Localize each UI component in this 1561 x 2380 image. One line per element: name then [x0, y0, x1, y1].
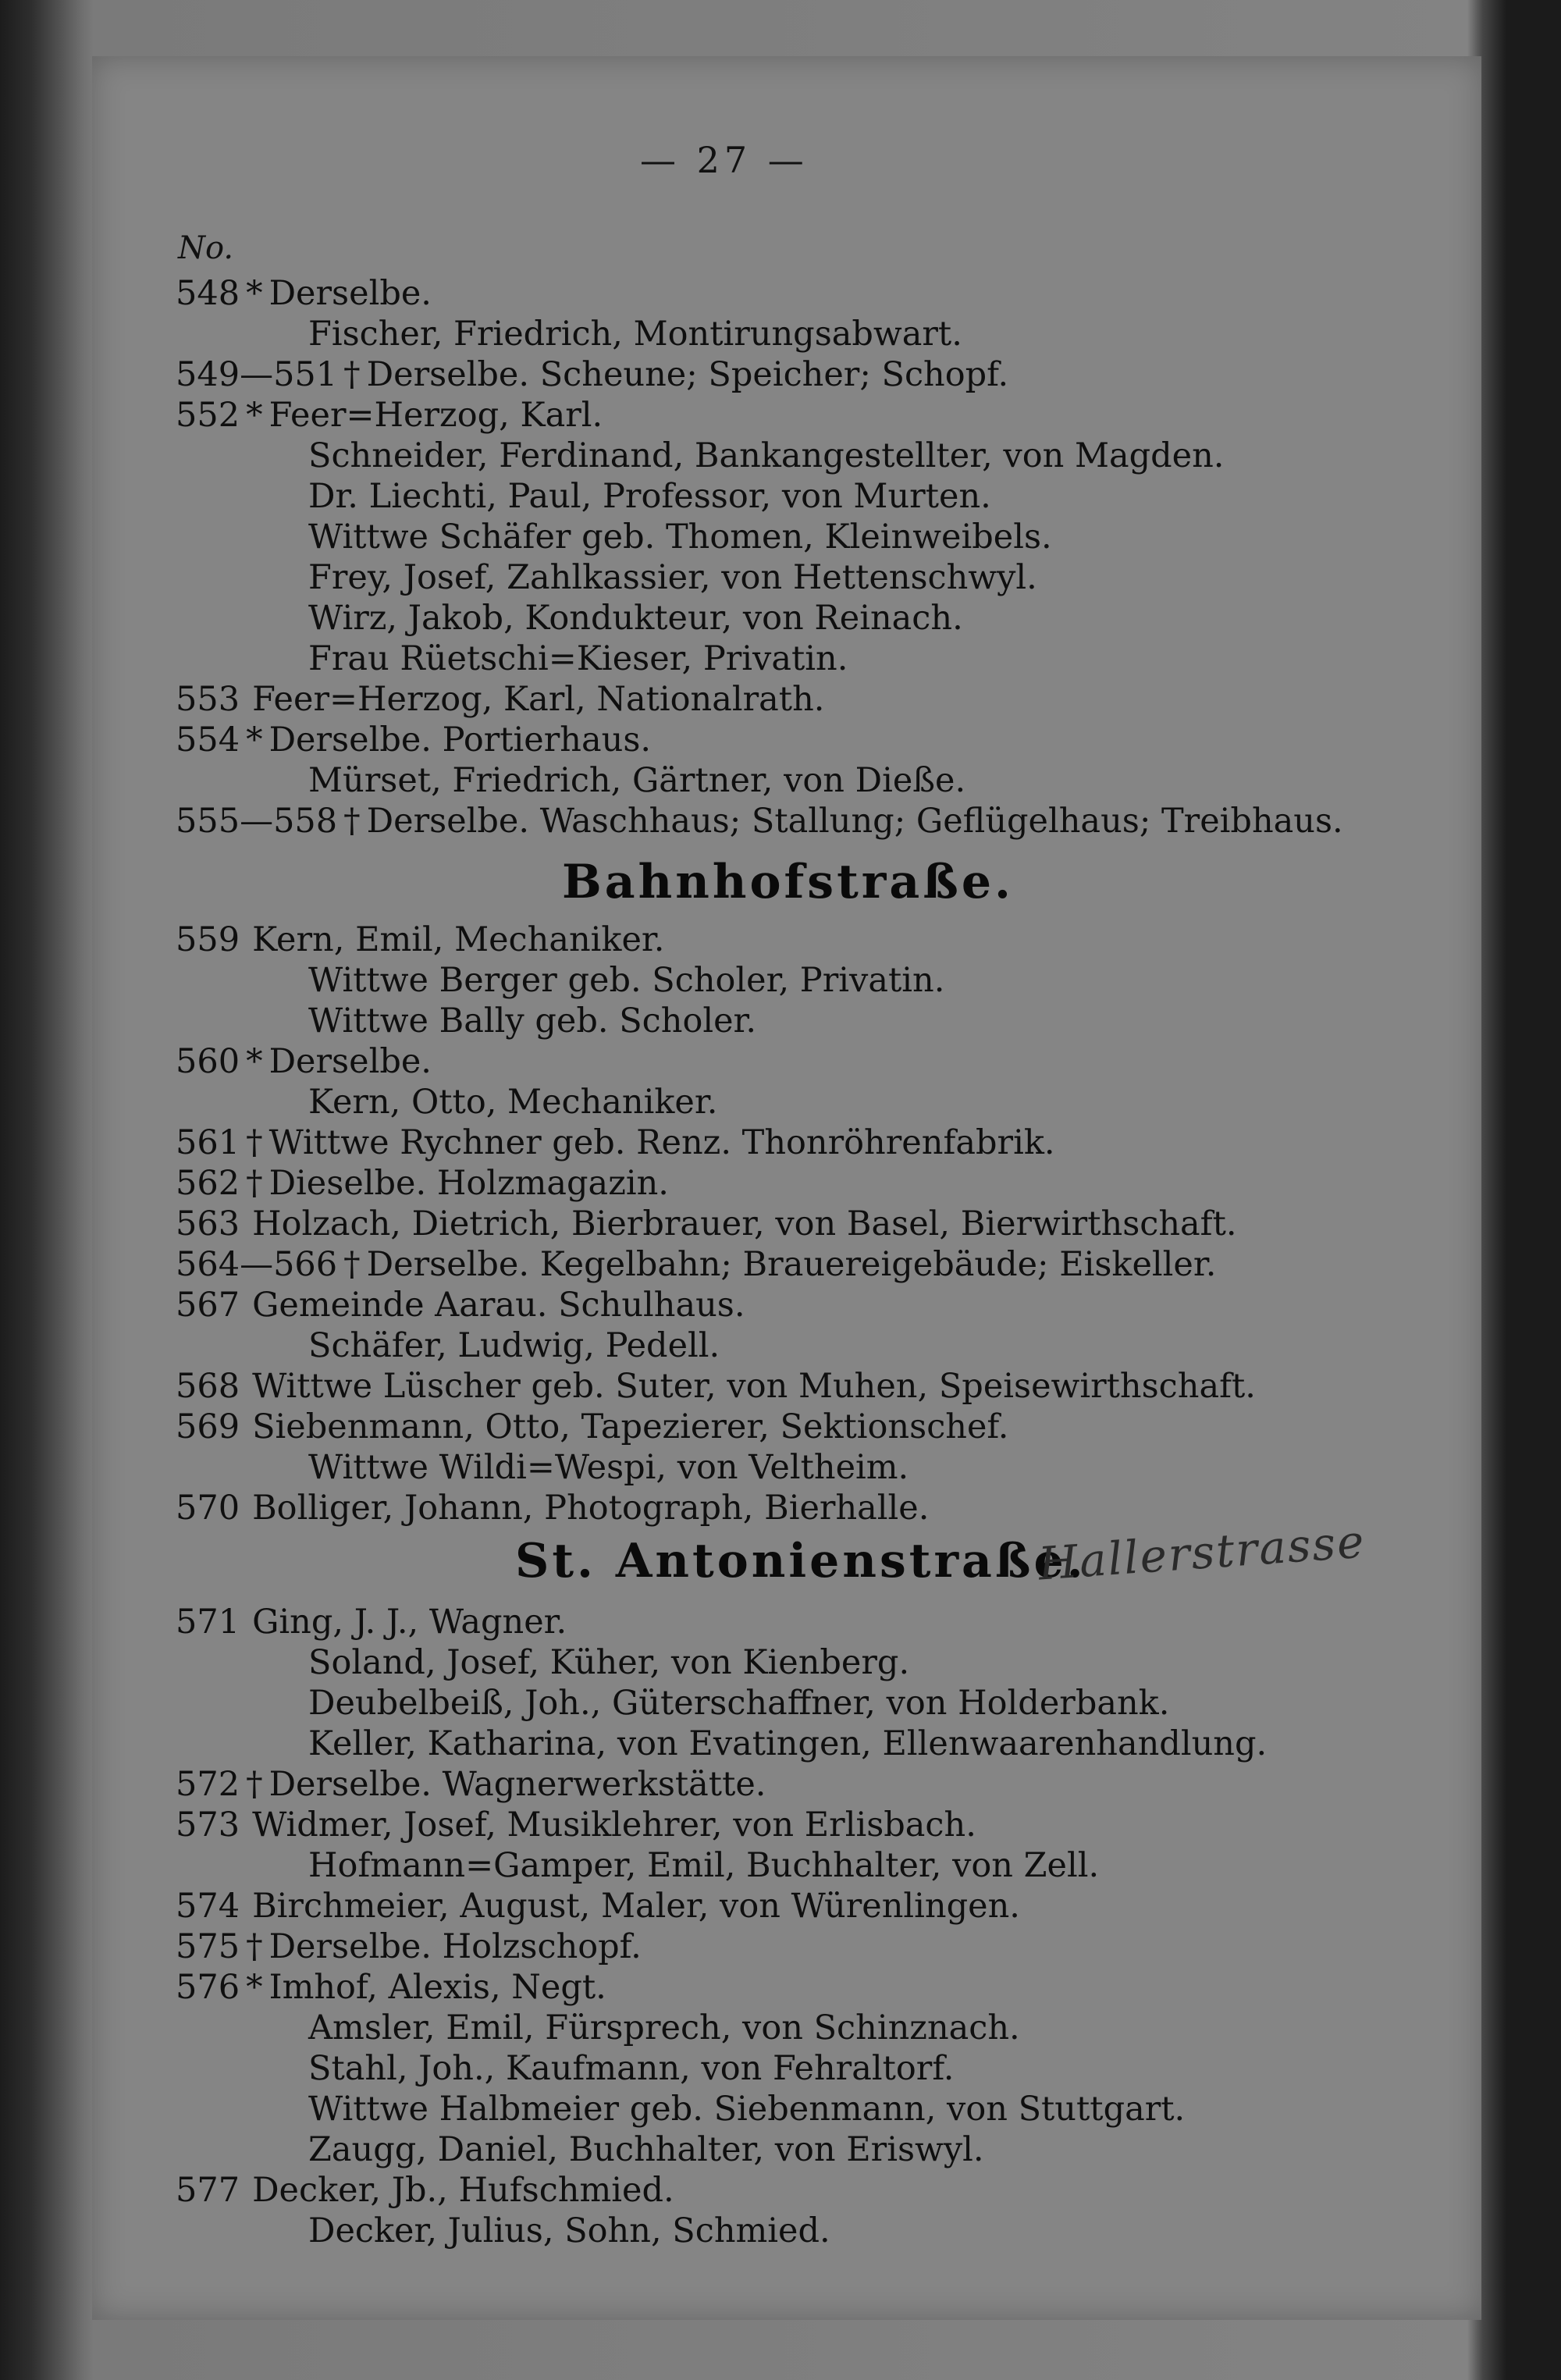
- house-number: 569: [176, 1407, 240, 1446]
- directory-entry: [308, 1001, 756, 1041]
- house-number: 549—551: [176, 355, 338, 394]
- resident-text: Siebenmann, Otto, Tapezierer, Sektionschef.: [252, 1407, 1009, 1446]
- house-number: 570: [176, 1489, 240, 1528]
- directory-entry: [308, 1447, 909, 1488]
- entry-marker: *: [246, 720, 263, 760]
- resident-text: Imhof, Alexis, Negt.: [268, 1968, 606, 2007]
- resident-text: Ging, J. J., Wagner.: [252, 1603, 567, 1642]
- house-number: 554: [176, 720, 240, 760]
- house-number: 572: [176, 1765, 240, 1804]
- directory-entry: [176, 1967, 606, 2008]
- directory-entry: [308, 436, 1224, 476]
- entry-marker: †: [246, 1927, 263, 1966]
- directory-entry: [176, 1926, 642, 1967]
- handwritten-annotation: Hallerstrasse: [1037, 1514, 1367, 1591]
- house-number: 573: [176, 1805, 240, 1845]
- resident-text: Wittwe Halbmeier geb. Siebenmann, von Stuttgart.: [308, 2090, 1186, 2129]
- house-number: 552: [176, 396, 240, 435]
- resident-text: Schäfer, Ludwig, Pedell.: [308, 1326, 720, 1365]
- directory-entry: [308, 1325, 720, 1366]
- directory-entry: [176, 1244, 1216, 1285]
- resident-text: Dieselbe. Holzmagazin.: [268, 1164, 669, 1203]
- house-number: 548: [176, 274, 240, 313]
- directory-entry: [176, 801, 1343, 841]
- directory-entry: [176, 1602, 567, 1642]
- directory-entry: [176, 679, 824, 720]
- resident-text: Birchmeier, August, Maler, von Würenlingen.: [252, 1887, 1020, 1926]
- resident-text: Fischer, Friedrich, Montirungsabwart.: [308, 315, 962, 354]
- directory-entry: [308, 1082, 717, 1122]
- directory-entry: [308, 557, 1037, 598]
- resident-text: Bolliger, Johann, Photograph, Bierhalle.: [252, 1489, 930, 1528]
- resident-text: Holzach, Dietrich, Bierbrauer, von Basel, Bierwirthschaft.: [252, 1204, 1237, 1243]
- resident-text: Amsler, Emil, Fürsprech, von Schinznach.: [308, 2008, 1020, 2047]
- resident-text: Dr. Liechti, Paul, Professor, von Murten.: [308, 477, 991, 516]
- directory-entry: [308, 2008, 1020, 2048]
- house-number: 559: [176, 920, 240, 959]
- resident-text: Kern, Otto, Mechaniker.: [308, 1083, 718, 1122]
- directory-entry: [308, 2089, 1185, 2129]
- directory-entry: [308, 760, 965, 801]
- house-number: 567: [176, 1286, 240, 1325]
- resident-text: Derselbe. Portierhaus.: [268, 720, 652, 760]
- house-number: 561: [176, 1123, 240, 1162]
- directory-entry: [176, 1122, 1055, 1163]
- street-heading: St. Antonienstraße.: [515, 1534, 1086, 1588]
- entry-marker: †: [246, 1164, 263, 1203]
- resident-text: Decker, Jb., Hufschmied.: [252, 2171, 674, 2210]
- resident-text: Wittwe Berger geb. Scholer, Privatin.: [308, 961, 945, 1000]
- directory-entry: [308, 960, 944, 1001]
- resident-text: Wittwe Lüscher geb. Suter, von Muhen, Speisewirthschaft.: [252, 1367, 1256, 1406]
- street-heading: Bahnhofstraße.: [562, 855, 1014, 909]
- directory-entry: [308, 2129, 984, 2170]
- directory-entry: [308, 598, 963, 639]
- house-number: 577: [176, 2171, 240, 2210]
- directory-entry: [308, 639, 848, 679]
- entry-marker: †: [343, 355, 361, 394]
- directory-entry: [176, 1805, 976, 1845]
- resident-text: Wittwe Schäfer geb. Thomen, Kleinweibels.: [308, 518, 1052, 557]
- directory-entry: [176, 920, 664, 960]
- directory-entry: [308, 1683, 1169, 1724]
- resident-text: Feer=Herzog, Karl, Nationalrath.: [252, 680, 825, 719]
- resident-text: Feer=Herzog, Karl.: [268, 396, 603, 435]
- directory-entry: [176, 1285, 745, 1325]
- resident-text: Hofmann=Gamper, Emil, Buchhalter, von Zell.: [308, 1846, 1100, 1885]
- column-header-no: No.: [178, 230, 234, 266]
- resident-text: Derselbe.: [268, 1042, 432, 1081]
- resident-text: Derselbe. Waschhaus; Stallung; Geflügelhaus; Treibhaus.: [366, 802, 1343, 841]
- resident-text: Derselbe. Scheune; Speicher; Schopf.: [366, 355, 1009, 394]
- directory-entry: [308, 2211, 830, 2251]
- resident-text: Derselbe. Kegelbahn; Brauereigebäude; Eiskeller.: [366, 1245, 1217, 1284]
- entry-marker: †: [246, 1123, 263, 1162]
- house-number: 564—566: [176, 1245, 338, 1284]
- resident-text: Decker, Julius, Sohn, Schmied.: [308, 2211, 830, 2250]
- house-number: 575: [176, 1927, 240, 1966]
- resident-text: Mürset, Friedrich, Gärtner, von Dießе.: [308, 761, 966, 800]
- directory-entry: [308, 1845, 1099, 1886]
- entry-marker: *: [246, 1968, 263, 2007]
- directory-entry: [176, 1041, 432, 1082]
- house-number: 568: [176, 1367, 240, 1406]
- directory-entry: [308, 314, 962, 354]
- directory-entry: [176, 354, 1008, 395]
- resident-text: Derselbe.: [268, 274, 432, 313]
- entry-marker: *: [246, 1042, 263, 1081]
- house-number: 555—558: [176, 802, 338, 841]
- directory-entry: [308, 517, 1052, 557]
- page-number: — 27 —: [640, 139, 809, 181]
- directory-entry: [176, 1366, 1256, 1407]
- entry-marker: †: [246, 1765, 263, 1804]
- directory-entry: [176, 1407, 1008, 1447]
- resident-text: Zaugg, Daniel, Buchhalter, von Eriswyl.: [308, 2130, 984, 2169]
- directory-entry: [176, 1163, 669, 1204]
- resident-text: Wittwe Bally geb. Scholer.: [308, 1001, 757, 1041]
- entry-marker: †: [343, 802, 361, 841]
- directory-entry: [308, 476, 991, 517]
- entry-marker: *: [246, 396, 263, 435]
- directory-entry: [176, 720, 651, 760]
- house-number: 574: [176, 1887, 240, 1926]
- resident-text: Wirz, Jakob, Kondukteur, von Reinach.: [308, 599, 963, 638]
- directory-entry: [176, 1204, 1237, 1244]
- directory-entry: [308, 2048, 954, 2089]
- resident-text: Deubelbeiß, Joh., Güterschaffner, von Holderbank.: [308, 1684, 1170, 1723]
- entry-marker: †: [343, 1245, 361, 1284]
- resident-text: Widmer, Josef, Musiklehrer, von Erlisbach.: [252, 1805, 976, 1845]
- directory-entry: [176, 1488, 929, 1528]
- resident-text: Derselbe. Wagnerwerkstätte.: [268, 1765, 766, 1804]
- directory-entry: [176, 1886, 1020, 1926]
- resident-text: Gemeinde Aarau. Schulhaus.: [252, 1286, 745, 1325]
- resident-text: Wittwe Wildi=Wespi, von Veltheim.: [308, 1448, 909, 1487]
- resident-text: Soland, Josef, Küher, von Kienberg.: [308, 1643, 910, 1682]
- resident-text: Frey, Josef, Zahlkassier, von Hettenschwyl.: [308, 558, 1037, 597]
- house-number: 563: [176, 1204, 240, 1243]
- resident-text: Keller, Katharina, von Evatingen, Ellenwaarenhandlung.: [308, 1724, 1268, 1763]
- resident-text: Wittwe Rychner geb. Renz. Thonröhrenfabrik.: [268, 1123, 1055, 1162]
- entry-marker: *: [246, 274, 263, 313]
- resident-text: Stahl, Joh., Kaufmann, von Fehraltorf.: [308, 2049, 955, 2088]
- directory-entry: [308, 1724, 1267, 1764]
- directory-entry: [176, 2170, 674, 2211]
- house-number: 562: [176, 1164, 240, 1203]
- resident-text: Kern, Emil, Mechaniker.: [252, 920, 665, 959]
- resident-text: Derselbe. Holzschopf.: [268, 1927, 642, 1966]
- house-number: 553: [176, 680, 240, 719]
- house-number: 560: [176, 1042, 240, 1081]
- directory-entry: [176, 395, 603, 436]
- house-number: 571: [176, 1603, 240, 1642]
- directory-entry: [176, 1764, 766, 1805]
- directory-entry: [176, 273, 432, 314]
- resident-text: Schneider, Ferdinand, Bankangestellter, von Magden.: [308, 436, 1225, 475]
- house-number: 576: [176, 1968, 240, 2007]
- resident-text: Frau Rüetschi=Kieser, Privatin.: [308, 639, 848, 678]
- directory-entry: [308, 1642, 909, 1683]
